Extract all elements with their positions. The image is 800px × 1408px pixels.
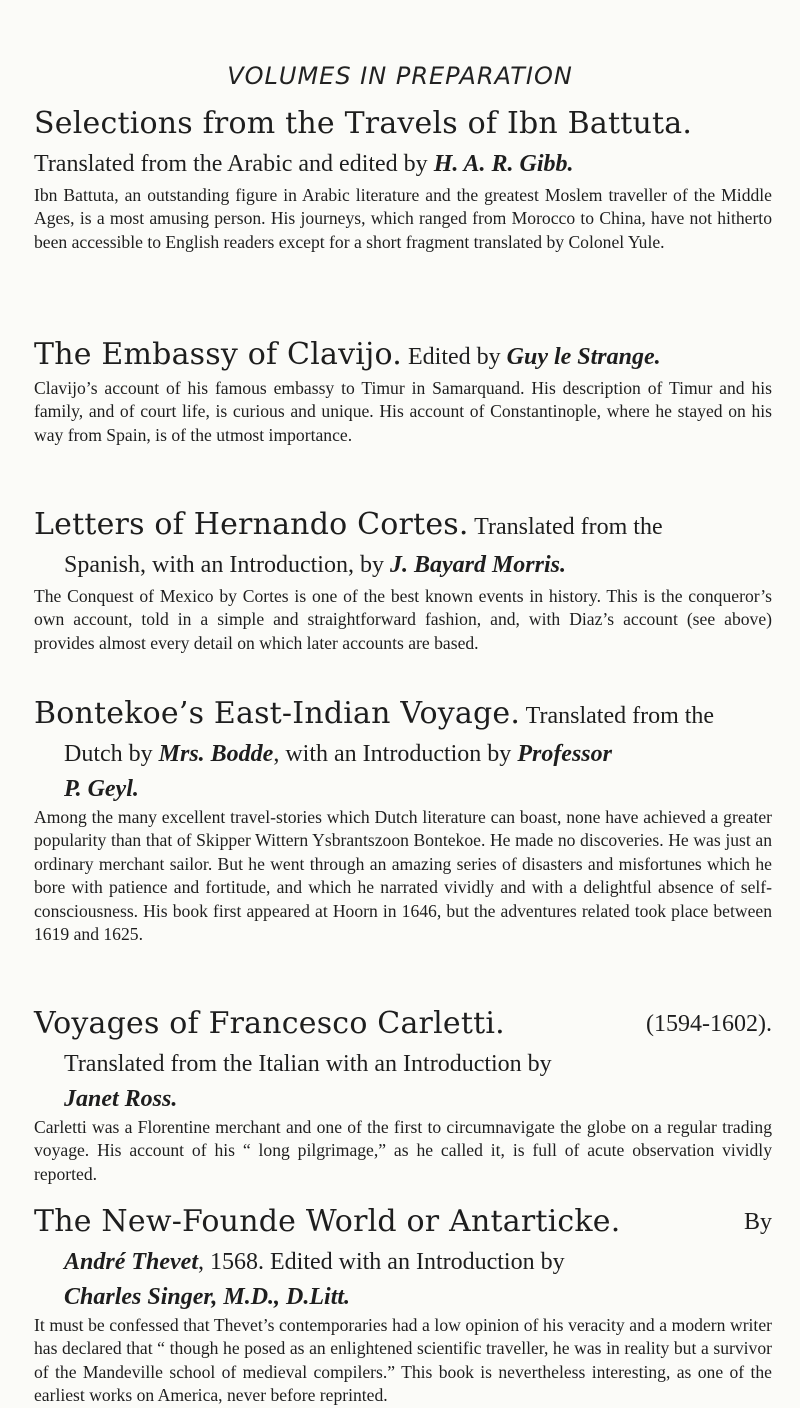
entry-title: The Embassy of Clavijo.	[34, 337, 402, 372]
entry-credit-cont: Spanish, with an Introduction, by	[64, 552, 390, 578]
entry-translator: Mrs. Bodde	[158, 741, 274, 767]
entry-title: Bontekoe’s East-Indian Voyage.	[34, 696, 521, 731]
entry-credit-cont: , 1568. Edited with an Introduction by	[197, 1249, 565, 1275]
entry-thevet	[34, 1204, 772, 1408]
entry-description: Carletti was a Florentine merchant and one of the first to circumnavigate the globe on a regular trading voyage. His account of his “ long pilgrimage,” as he called it, is full of acute observation vividly reported.	[34, 1117, 772, 1184]
entry-editor: H. A. R. Gibb.	[433, 151, 574, 177]
entry-clavijo	[34, 337, 772, 447]
entry-description: The Conquest of Mexico by Cortes is one of the best known events in history. This is the conqueror’s own account, told in a simple and straightforward fashion, and, with Diaz’s account (see above) provides almost every detail on which later accounts are based.	[34, 586, 772, 653]
entry-title: The New-Founde World or Antarticke.	[34, 1204, 621, 1239]
entry-description: Among the many excellent travel-stories which Dutch literature can boast, none have achieved a greater popularity than that of Skipper Wittern Ysbrantszoon Bontekoe. He made no discoveries. He was just an ordinary merchant sailor. But he went through an amazing series of disasters and misfortunes which he bore with patience and fortitude, and which he narrated vividly and with a delightful absence of self-consciousness. His book first appeared at Hoorn in 1646, but the adventures related took place between 1619 and 1625.	[34, 807, 772, 945]
entry-credit-cont: Dutch by	[64, 741, 159, 767]
entry-title: Selections from the Travels of Ibn Battuta.	[34, 106, 693, 141]
entry-credit: Translated from the Arabic and edited by	[34, 151, 434, 177]
entry-description: It must be confessed that Thevet’s contemporaries had a low opinion of his veracity and a modern writer has declared that “ though he posed as an enlightened scientific traveller, he was in reality but a survivor of the Mandeville school of medieval compilers.” This book is nevertheless interesting, as one of the earliest works on America, never before reprinted.	[34, 1315, 772, 1406]
entry-bontekoe	[34, 696, 772, 946]
entry-author: André Thevet	[64, 1249, 198, 1275]
entry-dates: (1594-1602).	[646, 1011, 772, 1037]
entry-credit: Translated from the Italian with an Introduction by	[64, 1051, 552, 1077]
entry-credit: By	[743, 1209, 772, 1235]
entry-carletti	[34, 1006, 772, 1186]
entry-editor: Charles Singer, M.D., D.Litt.	[64, 1284, 351, 1310]
entry-editor: J. Bayard Morris.	[389, 552, 566, 578]
entry-editor: Guy le Strange.	[506, 344, 661, 370]
entry-title: Letters of Hernando Cortes.	[34, 507, 469, 542]
entry-cortes	[34, 507, 772, 655]
entry-introducer-name: P. Geyl.	[64, 776, 139, 802]
entry-title: Voyages of Francesco Carletti.	[34, 1006, 505, 1041]
running-head: VOLUMES IN PREPARATION	[227, 62, 573, 90]
entry-description: Clavijo’s account of his famous embassy to Timur in Samarquand. His description of Timur and his family, and of court life, is curious and unique. His account of Constantinople, where he stayed on his way from Spain, is of the utmost importance.	[34, 378, 772, 445]
entry-editor: Janet Ross.	[64, 1086, 178, 1112]
entry-credit: Translated from the	[520, 703, 715, 729]
entry-credit: Translated from the	[468, 514, 663, 540]
entry-credit-cont: , with an Introduction by	[273, 741, 518, 767]
entry-ibn-battuta	[34, 106, 772, 254]
entry-description: Ibn Battuta, an outstanding figure in Arabic literature and the greatest Moslem traveller of the Middle Ages, is a most amusing person. His journeys, which ranged from Morocco to China, have not hitherto been accessible to English readers except for a short fragment translated by Colonel Yule.	[34, 185, 772, 252]
entry-credit: Edited by	[401, 344, 507, 370]
entry-introducer: Professor	[517, 741, 612, 767]
